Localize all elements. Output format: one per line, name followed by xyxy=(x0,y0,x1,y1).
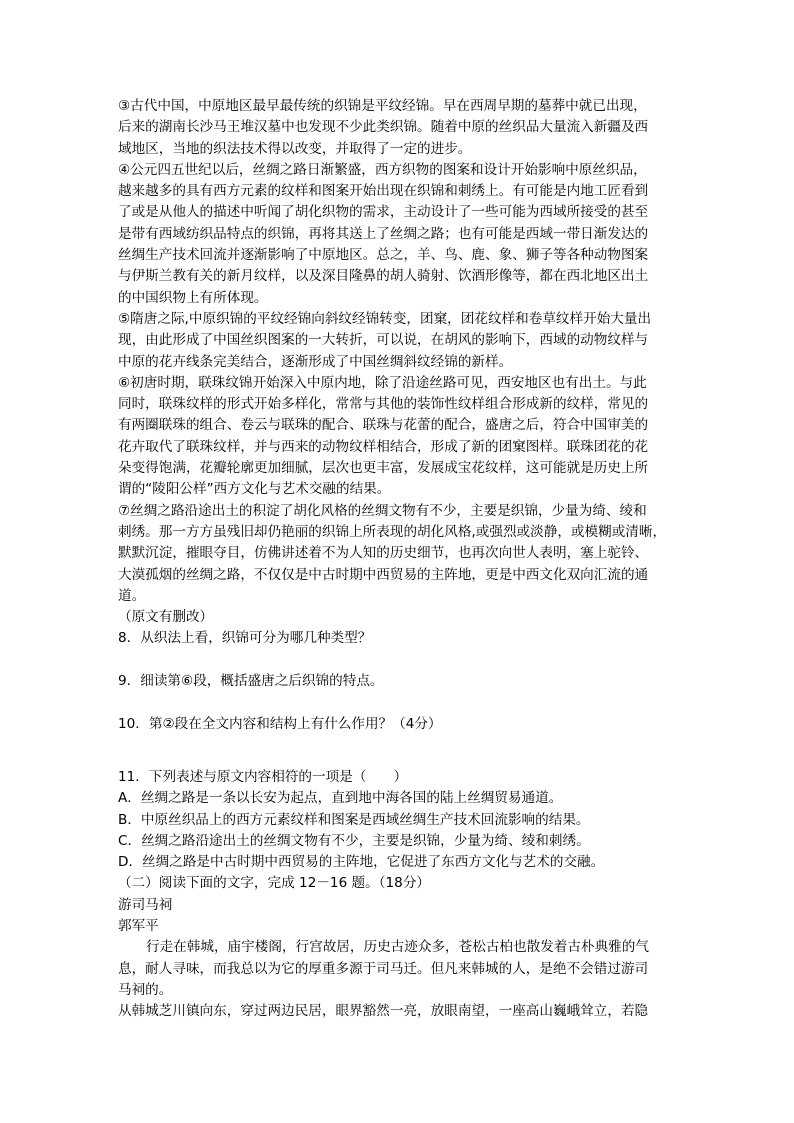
option-a: A．丝绸之路是一条以长安为起点，直到地中海各国的陆上丝绸贸易通道。 xyxy=(118,790,563,807)
question-10: 10．第②段在全文内容和结构上有什么作用？（4分） xyxy=(118,715,442,732)
document-page xyxy=(118,96,678,1022)
text-line: 有两圈联珠的组合、卷云与联珠的配合、联珠与花蕾的配合，盛唐之后，符合中国审美的 xyxy=(118,417,649,434)
text-line: 刺绣。那一方方虽残旧却仍艳丽的织锦上所表现的胡化风格,或强烈或淡静，或模糊或清晰， xyxy=(118,523,667,540)
text-line: ④公元四五世纪以后，丝绸之路日渐繁盛，西方织物的图案和设计开始影响中原丝织品， xyxy=(118,161,647,178)
text-line: 道。 xyxy=(118,587,146,604)
text-line: ⑥初唐时期，联珠纹锦开始深入中原内地，除了沿途丝路可见，西安地区也有出土。与此 xyxy=(118,374,647,391)
text-line: 默默沉淀，摧眼夺目，仿佛讲述着不为人知的历史细节，也再次向世人表明，塞上驼铃、 xyxy=(118,545,649,562)
text-line: 谓的“陵阳公样”西方文化与艺术交融的结果。 xyxy=(118,481,391,498)
essay-line: 行走在韩城，庙宇楼阁，行宫故居，历史古迹众多，苍松古柏也散发着古朴典雅的气 xyxy=(146,939,649,956)
question-9: 9．细读第⑥段，概括盛唐之后织锦的特点。 xyxy=(118,673,384,690)
text-line: 的中国织物上有所体现。 xyxy=(118,289,268,306)
text-line: 域地区，当地的织法技术得以改变，并取得了一定的进步。 xyxy=(118,140,472,157)
text-line: 花卉取代了联珠纹样，并与西来的动物纹样相结合，形成了新的团窠图样。联珠团花的花 xyxy=(118,438,649,455)
text-line: 越来越多的具有西方元素的纹样和图案开始出现在织锦和刺绣上。有可能是内地工匠看到 xyxy=(118,183,649,200)
text-line: 现，由此形成了中国丝织图案的一大转折，可以说，在胡风的影响下，西域的动物纹样与 xyxy=(118,332,649,349)
text-line: 中原的花卉线条完美结合，逐渐形成了中国丝绸斜纹经锦的新样。 xyxy=(118,353,513,370)
essay-line: 从韩城芝川镇向东，穿过两边民居，眼界豁然一亮，放眼南望，一座高山巍峨耸立，若隐 xyxy=(118,1003,649,1020)
question-8: 8．从织法上看，织锦可分为哪几种类型？ xyxy=(118,630,372,647)
option-b: B．中原丝织品上的西方元素纹样和图案是西域丝绸生产技术回流影响的结果。 xyxy=(118,811,590,828)
text-line: 是带有西域纺织品特点的织锦，再将其送上了丝绸之路；也有可能是西域一带日渐发达的 xyxy=(118,225,649,242)
text-line: ⑤隋唐之际,中原织锦的平纹经锦向斜纹经锦转变，团窠，团花纹样和卷草纹样开始大量出 xyxy=(118,310,652,327)
text-line: ⑦丝绸之路沿途出土的积淀了胡化风格的丝绸文物有不少，主要是织锦，少量为绮、绫和 xyxy=(118,502,647,519)
option-d: D．丝绸之路是中古时期中西贸易的主阵地，它促进了东西方文化与艺术的交融。 xyxy=(118,854,605,871)
text-line: 了或是从他人的描述中听闻了胡化织物的需求，主动设计了一些可能为西域所接受的甚至 xyxy=(118,204,649,221)
essay-line: 马祠的。 xyxy=(118,981,173,998)
essay-title: 游司马祠 xyxy=(118,896,173,913)
text-line: 后来的湖南长沙马王堆汉墓中也发现不少此类织锦。随着中原的丝织品大量流入新疆及西 xyxy=(118,119,649,136)
question-11: 11．下列表述与原文内容相符的一项是（ ） xyxy=(118,768,408,785)
text-line: ③古代中国，中原地区最早最传统的织锦是平纹经锦。早在西周早期的墓葬中就已出现， xyxy=(118,98,647,114)
essay-line: 息，耐人寻味，而我总以为它的厚重多源于司马迁。但凡来韩城的人，是绝不会错过游司 xyxy=(118,960,649,977)
source-note: （原文有删改） xyxy=(118,609,214,626)
text-line: 同时，联珠纹样的形式开始多样化，常常与其他的装饰性纹样组合形成新的纹样，常见的 xyxy=(118,396,649,413)
text-line: 朵变得饱满，花瓣轮廓更加细腻，层次也更丰富，发展成宝花纹样，这可能就是历史上所 xyxy=(118,460,649,477)
essay-author: 郭军平 xyxy=(118,917,159,934)
option-c: C．丝绸之路沿途出土的丝绸文物有不少，主要是织锦，少量为绮、绫和刺绣。 xyxy=(118,832,590,849)
text-line: 大漠孤烟的丝绸之路，不仅仅是中古时期中西贸易的主阵地，更是中西文化双向汇流的通 xyxy=(118,566,649,583)
section-heading: （二）阅读下面的文字，完成 12－16 题。（18分） xyxy=(118,875,431,892)
text-line: 与伊斯兰教有关的新月纹样，以及深目隆鼻的胡人骑射、饮酒形像等，都在西北地区出土 xyxy=(118,268,649,285)
text-line: 丝绸生产技术回流并逐渐影响了中原地区。总之，羊、鸟、鹿、象、狮子等各种动物图案 xyxy=(118,247,649,264)
